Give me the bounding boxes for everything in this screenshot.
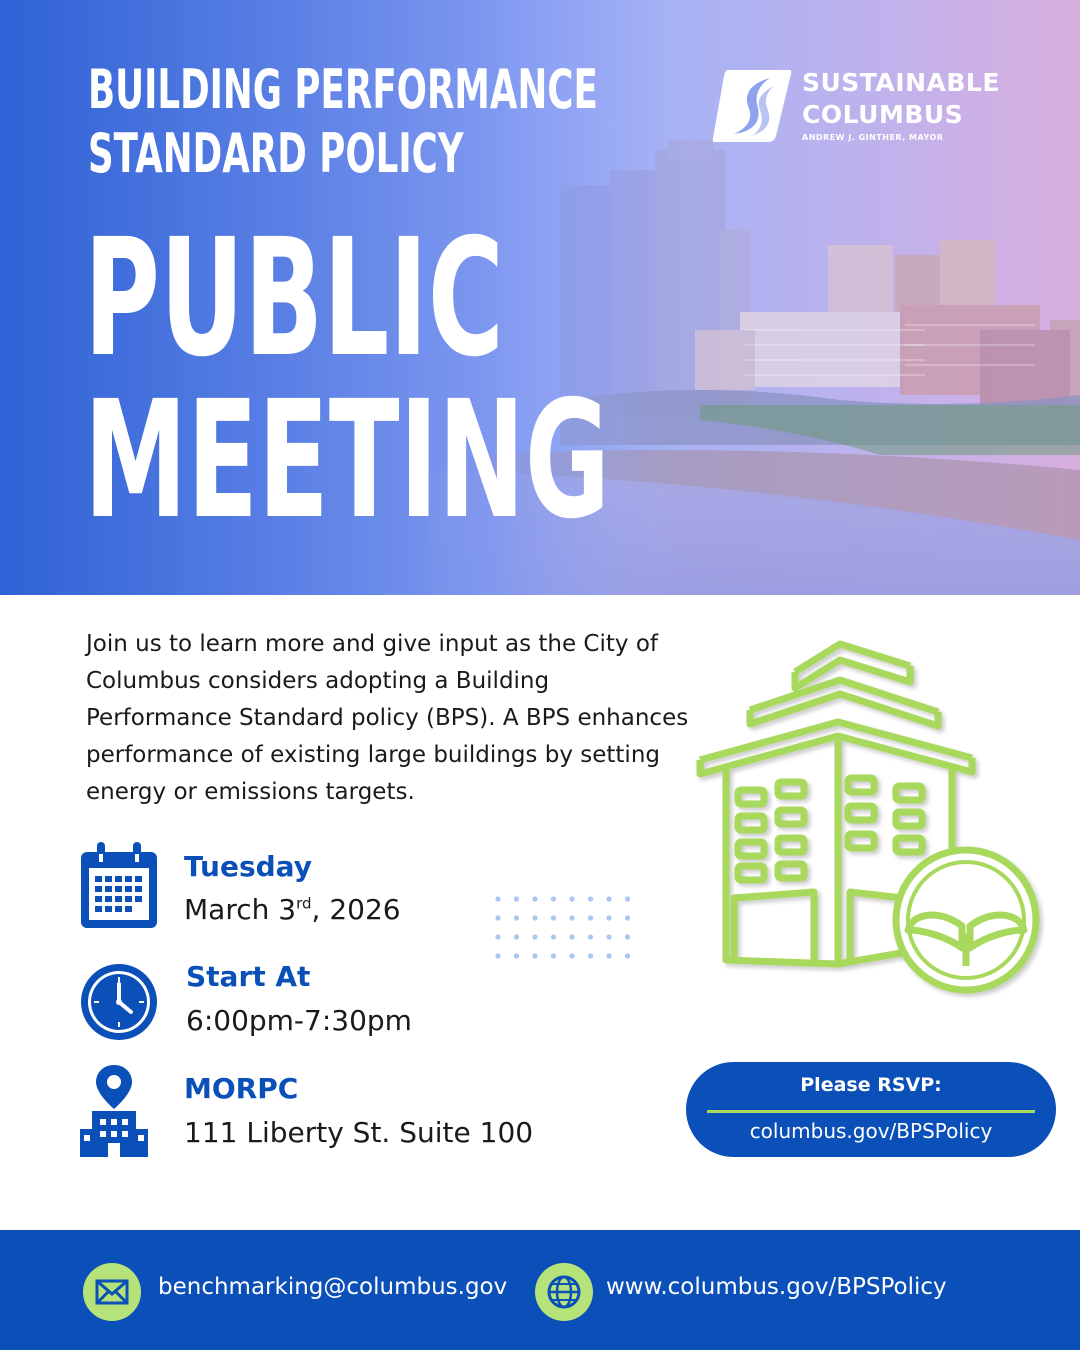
decorative-dot [532,953,537,958]
rsvp-label: Please RSVP: [800,1074,942,1096]
policy-title-line1: BUILDING PERFORMANCE [88,58,598,121]
logo-name-line2: COLUMBUS [802,100,964,129]
hero-banner [0,0,1080,595]
decorative-dot [588,953,593,958]
calendar-icon [79,842,159,930]
logo-subtitle: ANDREW J. GINTHER, MAYOR [802,133,944,142]
date-month-day: March 3 [184,893,297,926]
headline-line2: MEETING [84,367,610,555]
date-year: , 2026 [311,893,401,926]
decorative-dot [588,896,593,901]
policy-title [88,58,598,186]
decorative-dot [495,953,500,958]
date-day-label: Tuesday [184,850,312,883]
decorative-dot [514,915,519,920]
rsvp-badge[interactable] [686,1062,1056,1157]
decorative-dot [606,953,611,958]
footer-email-link[interactable]: benchmarking@columbus.gov [158,1274,508,1300]
decorative-dot [495,934,500,939]
location-name: MORPC [184,1072,299,1105]
decorative-dot [588,915,593,920]
policy-title-line2: STANDARD POLICY [88,122,464,185]
intro-paragraph: Join us to learn more and give input as the City of Columbus considers adopting a Building Performance Standard policy (BPS). A BPS enhances performance of existing large buildings by setting energy or emissions targets. [86,631,689,805]
decorative-dot [625,915,630,920]
footer-bar [0,1230,1080,1350]
envelope-icon [83,1263,141,1321]
decorative-dot [495,896,500,901]
decorative-dot [625,896,630,901]
decorative-dot [606,934,611,939]
envelope-icon-badge [83,1263,141,1321]
headline [84,205,610,555]
date-value [184,893,401,926]
decorative-dot [551,896,556,901]
globe-icon-badge [535,1263,593,1321]
headline-line1: PUBLIC [84,205,504,393]
decorative-dot [569,953,574,958]
decorative-dot [606,896,611,901]
decorative-dot [625,934,630,939]
decorative-dot [514,953,519,958]
decorative-dots [492,893,637,963]
sustainable-columbus-logo [712,66,1042,146]
logo-name-line1: SUSTAINABLE [802,68,1000,97]
sustainable-columbus-logo-mark-icon [712,66,792,144]
green-building-icon [690,630,1055,1020]
decorative-dot [532,934,537,939]
decorative-dot [569,915,574,920]
decorative-dot [551,934,556,939]
decorative-dot [551,915,556,920]
decorative-dot [495,915,500,920]
globe-icon [535,1263,593,1321]
decorative-dot [606,915,611,920]
footer-website-link[interactable]: www.columbus.gov/BPSPolicy [606,1274,947,1300]
decorative-dot [514,896,519,901]
decorative-dot [532,896,537,901]
date-suffix: rd [296,894,312,913]
decorative-dot [514,934,519,939]
decorative-dot [569,896,574,901]
time-label: Start At [186,960,311,993]
rsvp-divider [707,1110,1035,1113]
decorative-dot [569,934,574,939]
time-value: 6:00pm-7:30pm [186,1004,412,1037]
location-building-icon [79,1063,149,1159]
clock-icon [79,962,159,1042]
decorative-dot [551,953,556,958]
decorative-dot [532,915,537,920]
location-address: 111 Liberty St. Suite 100 [184,1116,534,1149]
rsvp-link[interactable]: columbus.gov/BPSPolicy [749,1119,993,1143]
decorative-dot [625,953,630,958]
decorative-dot [588,934,593,939]
